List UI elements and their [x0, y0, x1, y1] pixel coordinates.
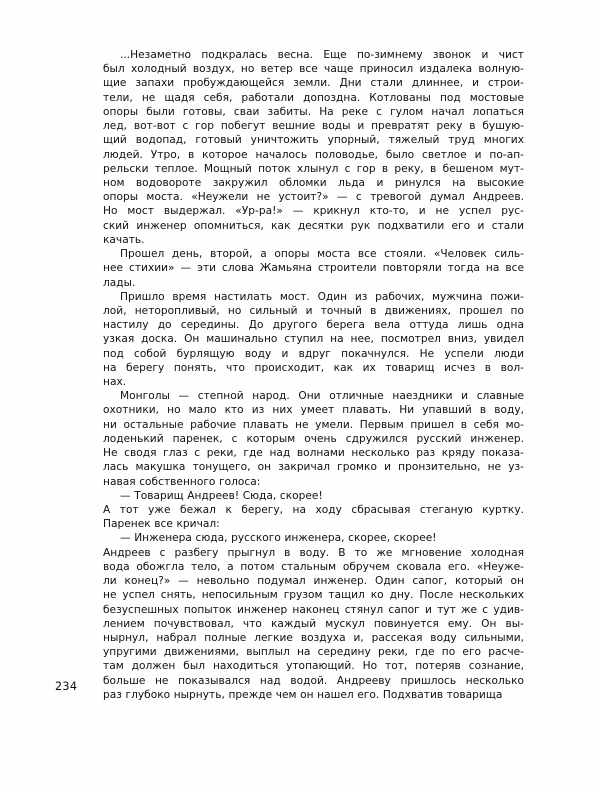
text-line: опоры были готовы, сваи забиты. На реке с гулом начал лопаться — [103, 105, 524, 118]
text-line: лады. — [103, 276, 136, 289]
text-line: лой, неторопливый, но сильный и точный в движениях, прошел по — [103, 304, 524, 317]
text-line: нах. — [103, 376, 127, 389]
page-text-column — [103, 48, 524, 702]
text-line: нее стихии» — эти слова Жамьяна строители повторяли тогда на все — [103, 262, 524, 275]
text-line: людей. Утро, в которое началось половодье, было светлое и по-ап- — [103, 148, 524, 161]
text-line: там должен был находиться утопающий. Но тот, потеряв сознание, — [103, 660, 524, 673]
text-line: лед, вот-вот с гор побегут вешние воды и превратят реку в бушую- — [103, 120, 524, 133]
text-line: А тот уже бежал к берегу, на ходу сбрасывая стеганую куртку. — [103, 504, 524, 516]
text-line: ни остальные рабочие плавать не умели. Первым пришел в себя мо- — [103, 418, 524, 431]
text-line: ...Незаметно подкралась весна. Еще по-зимнему звонок и чист — [120, 49, 524, 61]
paragraph — [103, 531, 524, 545]
text-line: лоденький паренек, с которым очень сдружился русский инженер. — [103, 432, 524, 445]
text-line: Монголы — степной народ. Они отличные наездники и славные — [120, 390, 524, 403]
text-line: лась макушка тонущего, он закричал громко и пронзительно, не уз- — [103, 461, 524, 474]
text-line: упругими движениями, выплыл на середину реки, где по его расче- — [103, 646, 524, 659]
text-line: на берегу понять, что происходит, как их товарищ исчез в вол- — [103, 361, 524, 374]
paragraph — [103, 503, 524, 531]
text-line: Паренек все кричал: — [103, 518, 220, 531]
text-line: узкая доска. Он машинально ступил на нее, посмотрел вниз, увидел — [103, 333, 524, 346]
text-line: лением почувствовал, что каждый мускул повинуется ему. Он вы- — [103, 617, 524, 630]
text-line: ном водовороте закружил обломки льда и ринулся на высокие — [103, 176, 524, 189]
paragraph — [103, 247, 524, 290]
text-line: охотники, но мало кто из них умеет плавать. Ни упавший в воду, — [103, 404, 524, 417]
paragraph — [103, 546, 524, 702]
text-line: Но мост выдержал. «Ур-ра!» — крикнул кто-то, и не успел рус- — [103, 205, 524, 218]
text-line: — Инженера сюда, русского инженера, скорее, скорее! — [120, 532, 437, 545]
text-line: был холодный воздух, но ветер все чаще приносил издалека волную- — [103, 63, 524, 76]
text-line: Пришло время настилать мост. Один из рабочих, мужчина пожи- — [120, 290, 524, 303]
text-line: навая собственного голоса: — [103, 475, 261, 488]
paragraph — [103, 489, 524, 503]
paragraph — [103, 389, 524, 489]
text-line: нырнул, набрал полные легкие воздуха и, рассекая воду сильными, — [103, 631, 524, 644]
text-line: — Товарищ Андреев! Сюда, скорее! — [120, 489, 323, 502]
text-line: настилу до середины. До другого берега вела оттуда лишь одна — [103, 319, 524, 332]
text-line: раз глубоко нырнуть, прежде чем он нашел его. Подхватив товарища — [103, 688, 503, 701]
text-line: тели, не щадя себя, работали допоздна. Котлованы под мостовые — [103, 91, 524, 104]
text-line: ли конец?» — невольно подумал инженер. Один сапог, который он — [103, 575, 524, 588]
paragraph — [103, 48, 524, 247]
page-number: 234 — [55, 680, 78, 693]
text-line: опоры моста. «Неужели не устоит?» — с тревогой думал Андреев. — [103, 191, 524, 204]
text-line: щий водопад, готовый уничтожить упорный, тяжелый труд многих — [103, 134, 524, 147]
text-line: вода обожгла тело, а потом стальным обручем сковала его. «Неуже- — [103, 560, 524, 573]
text-line: ский инженер опомниться, как десятки рук подхватили его и стали — [103, 219, 524, 232]
text-line: Не сводя глаз с реки, где над волнами несколько раз кряду показа- — [103, 447, 524, 460]
text-line: щие запахи пробуждающейся земли. Дни стали длиннее, и строи- — [103, 77, 524, 90]
text-line: Прошел день, второй, а опоры моста все стояли. «Человек силь- — [120, 248, 524, 261]
paragraph — [103, 290, 524, 390]
text-line: безуспешных попыток инженер наконец стянул сапог и тут же с удив- — [103, 603, 524, 616]
text-line: больше не показывался над водой. Андрееву пришлось несколько — [103, 674, 524, 687]
text-line: под собой бурлящую воду и вдруг покачнулся. Не успели люди — [103, 347, 524, 360]
text-line: Андреев с разбегу прыгнул в воду. В то же мгновение холодная — [103, 546, 524, 559]
text-line: рельски теплое. Мощный поток хлынул с гор в реку, в бешеном мут- — [103, 162, 524, 175]
text-line: качать. — [103, 233, 145, 246]
text-line: не успел снять, непосильным грузом тащил ко дну. После нескольких — [103, 589, 524, 602]
